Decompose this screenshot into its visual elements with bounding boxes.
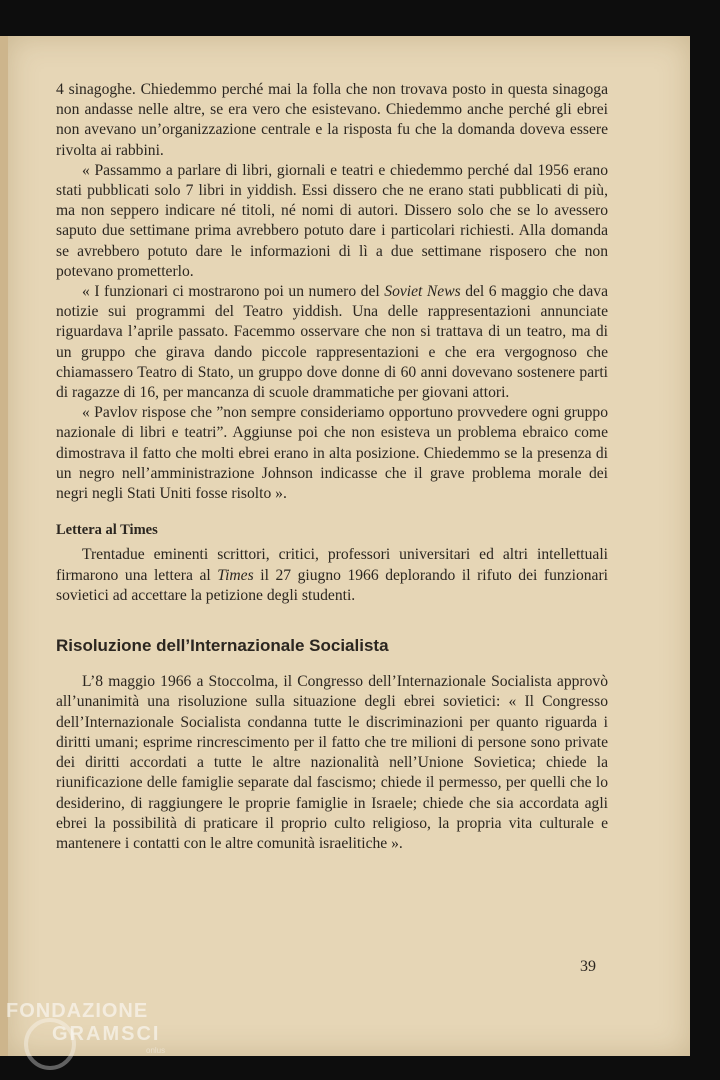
paragraph-risoluzione: L’8 maggio 1966 a Stoccolma, il Congresso dell’Internazionale Socialista approvò all’unanimità una risoluzione sulla situazione degli ebrei sovietici: « Il Congresso dell’Internazionale Socialista condanna tutte le discriminazioni per quanto riguarda i diritti umani; esprime rincrescimento per il fatto che tre milioni di persone sono private dei diritti accordati a tutte le altre nazionalità nell’Unione Sovietica; chiede la riunificazione delle famiglie separate dal fascismo; chiede il permesso, per quelli che lo desiderino, di raggiungere le proprie famiglie in Israele; chiede che sia accordata agli ebrei la possibilità di praticare il proprio culto religioso, la propria vita culturale e mantenere i contatti con le altre comunità israelitiche ». <box>56 673 608 852</box>
times-title: Times <box>217 566 254 584</box>
paragraph-3-after: del 6 maggio che dava notizie sui programmi del Teatro yiddish. Una delle rappresentazioni annunciate riguardava l’aprile passato. Facemmo osservare che non si trattava di un teatro, ma di un gruppo che girava dando piccole rappresentazioni e che era vergognoso che chiamassero Teatro di Stato, un gruppo dove donne di 60 anni dovevano sostenere parti di ragazze di 16, per mancanza di scuole drammatiche per giovani attori. <box>56 283 608 402</box>
watermark-line-2: GRAMSCI <box>52 1023 161 1045</box>
section-heading-internazionale: Risoluzione dell’Internazionale Socialista <box>56 636 389 656</box>
page-number: 39 <box>580 958 596 975</box>
section-heading-times: Lettera al Times <box>56 522 158 539</box>
watermark <box>6 1000 165 1055</box>
paragraph-3 <box>56 282 608 403</box>
watermark-line-3: onlus <box>146 1046 166 1055</box>
paragraph-1: 4 sinagoghe. Chiedemmo perché mai la folla che non trovava posto in questa sinagoga non andasse nelle altre, se era vero che esistevano. Chiedemmo anche perché gli ebrei non avevano un’organizzazione centrale e la risposta fu che la domanda doveva essere rivolta ai rabbini. <box>56 81 608 159</box>
times-before: Trentadue eminenti scrittori, critici, professori universitari ed altri intellettuali firmarono una lettera al <box>56 546 608 584</box>
soviet-news-title: Soviet News <box>384 283 461 301</box>
paragraph-2: « Passammo a parlare di libri, giornali e teatri e chiedemmo perché dal 1956 erano stati pubblicati solo 7 libri in yiddish. Essi dissero che ne erano stati pubblicati di più, ma non seppero indicare né titoli, né nomi di autori. Dissero solo che se lo avessero saputo due settimane prima avrebbero potuto dare i particolari richiesti. Alla domanda se avrebbero potuto dare le informazioni di lì a due settimane risposero che non potevano prometterlo. <box>56 161 608 280</box>
page-text <box>56 80 608 854</box>
paragraph-times-letter <box>56 545 608 606</box>
watermark-line-1: FONDAZIONE <box>6 1000 149 1022</box>
times-after: il 27 giugno 1966 deplorando il rifuto dei funzionari sovietici ad accettare la petizione degli studenti. <box>56 566 608 604</box>
paragraph-4: « Pavlov rispose che ”non sempre consideriamo opportuno provvedere ogni gruppo nazionale di libri e teatri”. Aggiunse poi che non esisteva un problema ebraico come dimostrava il fatto che molti ebrei erano in alta posizione. Chiedemmo se la presenza di un negro nell’amministrazione Johnson indicasse che il grave problema morale dei negri negli Stati Uniti fosse risolto ». <box>56 404 608 503</box>
paragraph-3-before: « I funzionari ci mostrarono poi un numero del <box>82 283 385 301</box>
